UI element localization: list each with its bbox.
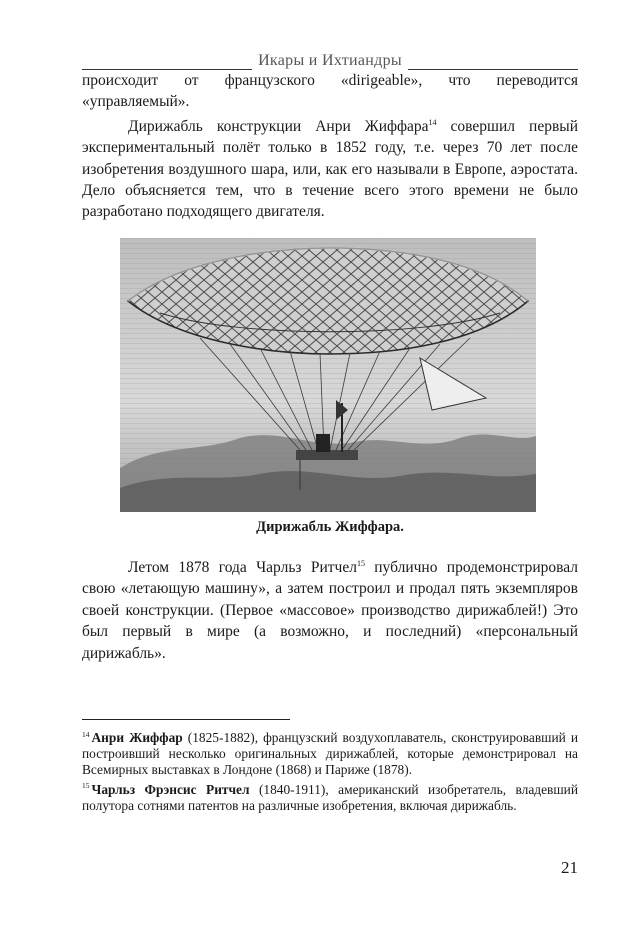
running-header [82,46,578,70]
footnote-ref-14[interactable]: 14 [428,117,437,127]
header-rule-left [82,56,252,70]
body-text-bottom [82,557,578,664]
footnote-text: (1840-1911), американский изобретатель, владевший полутора сотнями патентов на различные изобретения, включая дирижабль. [82,781,578,813]
paragraph-ritchel [82,557,578,664]
footnote-name: Анри Жиффар [91,730,183,745]
footnote-mark: 14 [82,729,90,739]
footnote-separator [82,719,290,720]
footnote-14 [82,730,578,779]
header-rule-right [408,56,578,70]
header-title: Икары и Ихтиандры [258,52,402,69]
page-number: 21 [561,858,578,877]
footnote-name: Чарльз Фрэнсис Ритчел [91,781,250,797]
paragraph-giffard [82,116,578,223]
footnote-ref-15[interactable]: 15 [356,558,365,568]
paragraph-continuation: происходит от французского «dirigeable», что переводится «управляемый». [82,72,578,111]
figure-caption: Дирижабль Жиффара. [256,519,404,535]
airship-engraving-image [120,238,536,512]
body-text-top [82,70,578,223]
footnote-text: (1825-1882), французский воздухоплаватель, сконструировавший и построивший несколько оригинальных дирижаблей, которые демонстрировал на Всемирных выставках в Лондоне (1868) и Париже (1878). [82,730,578,778]
footnote-mark: 15 [82,781,90,791]
paragraph-giffard-end: совершил первый экспериментальный полёт только в 1852 году, т.е. через 70 лет после изобретения воздушного шара, или, как его называли в Европе, аэростата. Дело объясняется тем, что в течение всего этого времени не было разработано подходящего двигателя. [82,117,578,221]
footnotes [82,730,578,817]
footnote-15 [82,782,578,814]
airship-illustration [120,238,536,512]
paragraph-ritchel-start: Летом 1878 года Чарльз Ритчел [128,559,357,576]
paragraph-ritchel-end: публично продемонстрировал свою «летающую машину», а затем построил и продал пять экземпляров своей конструкции. (Первое «массовое» производство дирижаблей!) Это был первый в мире (а возможно, и последний) «персональный дирижабль». [82,559,578,662]
paragraph-giffard-start: Дирижабль конструкции Анри Жиффара [128,117,429,135]
